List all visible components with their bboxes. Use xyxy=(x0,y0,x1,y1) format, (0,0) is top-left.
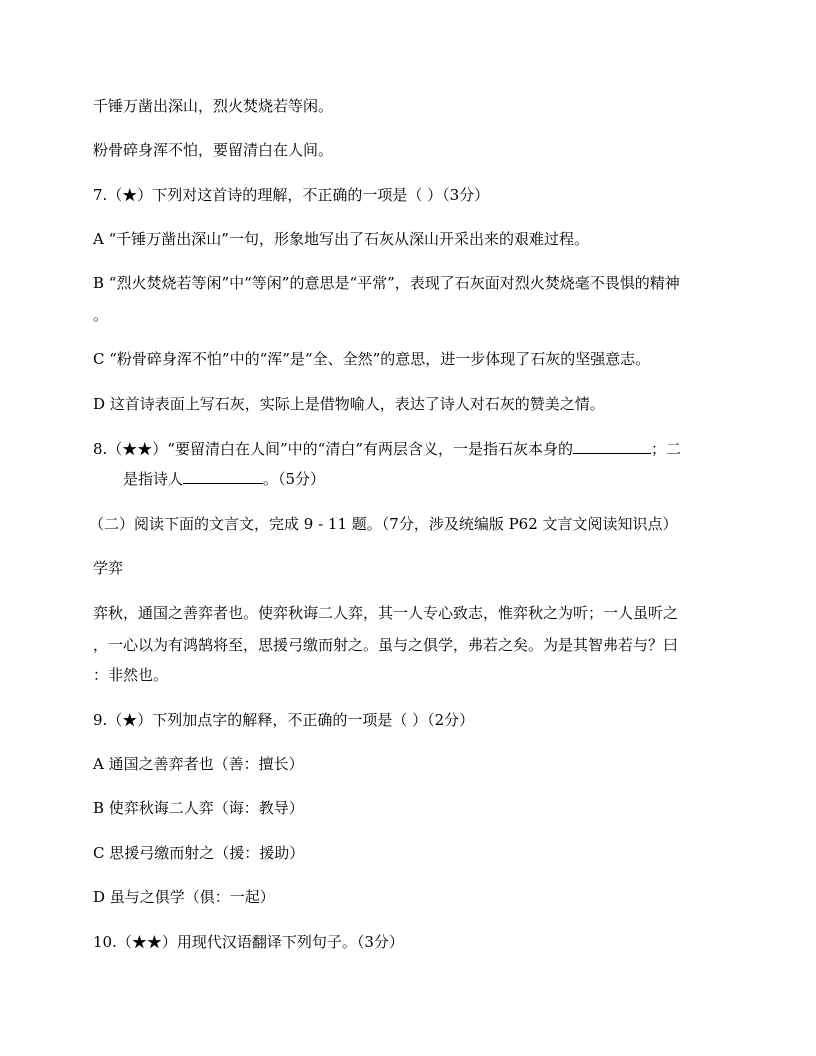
passage-line-1: 弈秋，通国之善弈者也。使弈秋诲二人弈，其一人专心致志，惟弈秋之为听；一人虽听之 xyxy=(93,604,679,622)
question-8-text-1: 8.（★★）“要留清白在人间”中的“清白”有两层含义，一是指石灰本身的 xyxy=(93,440,573,458)
question-8-line-2 xyxy=(123,468,763,490)
question-10-stem: 10.（★★）用现代汉语翻译下列句子。（3分） xyxy=(93,933,404,951)
question-7-option-b-line-1: B “烈火焚烧若等闲”中“等闲”的意思是“平常”，表现了石灰面对烈火焚烧毫不畏惧的精神 xyxy=(93,274,680,292)
section-2-heading: （二）阅读下面的文言文，完成 9 - 11 题。（7分，涉及统编版 P62 文言文阅读知识点） xyxy=(89,515,678,533)
answer-blank-1[interactable] xyxy=(573,439,651,454)
question-7-option-b-line-2: 。 xyxy=(93,306,109,324)
question-7-stem: 7.（★）下列对这首诗的理解，不正确的一项是（ ）（3分） xyxy=(93,186,490,204)
question-9-option-b: B 使弈秋诲二人弈（诲：教导） xyxy=(93,799,304,817)
question-7-option-c: C “粉骨碎身浑不怕”中的“浑”是“全、全然”的意思，进一步体现了石灰的坚强意志。 xyxy=(93,350,651,368)
poem-line-2: 粉骨碎身浑不怕，要留清白在人间。 xyxy=(93,141,334,159)
question-9-option-d: D 虽与之俱学（俱：一起） xyxy=(93,888,275,906)
question-7-option-a: A “千锤万凿出深山”一句，形象地写出了石灰从深山开采出来的艰难过程。 xyxy=(93,230,589,248)
passage-line-2: ，一心以为有鸿鹄将至，思援弓缴而射之。虽与之俱学，弗若之矣。为是其智弗若与？曰 xyxy=(93,636,679,654)
question-8-text-4: 。（5分） xyxy=(263,470,326,488)
question-8-text-2: ；二 xyxy=(651,440,682,458)
question-9-option-c: C 思援弓缴而射之（援：援助） xyxy=(93,844,305,862)
passage-line-3: ：非然也。 xyxy=(93,666,169,684)
question-7-option-d: D 这首诗表面上写石灰，实际上是借物喻人，表达了诗人对石灰的赞美之情。 xyxy=(93,395,605,413)
passage-title: 学弈 xyxy=(93,559,124,577)
question-9-stem: 9.（★）下列加点字的解释，不正确的一项是（ ）（2分） xyxy=(93,711,475,729)
answer-blank-2[interactable] xyxy=(183,469,263,484)
question-8-line-1 xyxy=(93,438,733,460)
question-9-option-a: A 通国之善弈者也（善：擅长） xyxy=(93,755,304,773)
poem-line-1: 千锤万凿出深山，烈火焚烧若等闲。 xyxy=(93,97,334,115)
question-8-text-3: 是指诗人 xyxy=(123,470,184,488)
